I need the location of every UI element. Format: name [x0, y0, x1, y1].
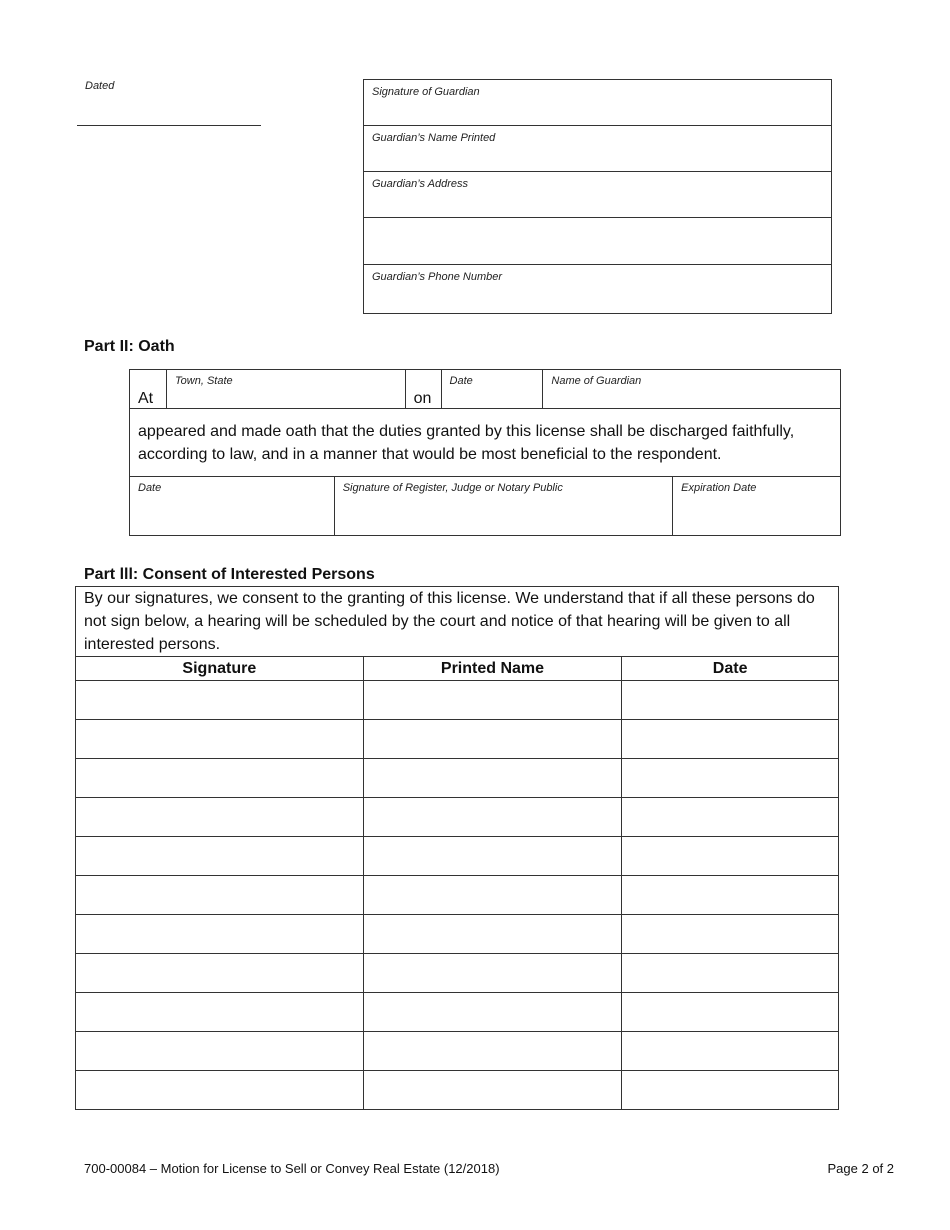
consent-input-printed-name[interactable] — [364, 721, 622, 758]
footer-page-number: Page 2 of 2 — [827, 1161, 894, 1176]
consent-cell-signature[interactable] — [76, 1032, 364, 1071]
consent-header-row — [76, 657, 839, 681]
consent-input-date[interactable] — [622, 994, 838, 1031]
consent-cell-printed-name[interactable] — [363, 954, 622, 993]
consent-cell-printed-name[interactable] — [363, 915, 622, 954]
consent-input-signature[interactable] — [76, 877, 363, 914]
consent-input-date[interactable] — [622, 1033, 838, 1070]
consent-cell-printed-name[interactable] — [363, 1071, 622, 1110]
consent-input-printed-name[interactable] — [364, 916, 622, 953]
consent-cell-signature[interactable] — [76, 798, 364, 837]
consent-input-printed-name[interactable] — [364, 955, 622, 992]
consent-cell-printed-name[interactable] — [363, 798, 622, 837]
consent-cell-date[interactable] — [622, 993, 839, 1032]
table-row — [76, 681, 839, 720]
dated-input[interactable] — [77, 100, 261, 124]
consent-cell-date[interactable] — [622, 954, 839, 993]
consent-input-printed-name[interactable] — [364, 1072, 622, 1109]
consent-rows — [76, 681, 839, 1110]
consent-input-printed-name[interactable] — [364, 838, 622, 875]
table-row — [76, 759, 839, 798]
consent-input-date[interactable] — [622, 916, 838, 953]
guardian-name-oath-label: Name of Guardian — [551, 375, 642, 387]
guardian-signature-input[interactable] — [364, 103, 831, 125]
expiration-date-label: Expiration Date — [681, 482, 757, 494]
at-cell — [130, 370, 167, 409]
consent-input-printed-name[interactable] — [364, 799, 622, 836]
consent-input-signature[interactable] — [76, 955, 363, 992]
guardian-name-oath-field[interactable] — [543, 370, 841, 409]
consent-cell-printed-name[interactable] — [363, 720, 622, 759]
consent-cell-date[interactable] — [622, 837, 839, 876]
oath-date-field[interactable] — [441, 370, 543, 409]
consent-cell-date[interactable] — [622, 681, 839, 720]
table-row — [76, 993, 839, 1032]
consent-cell-date[interactable] — [622, 798, 839, 837]
consent-input-signature[interactable] — [76, 916, 363, 953]
consent-input-date[interactable] — [622, 955, 838, 992]
table-row — [76, 954, 839, 993]
guardian-address-line2-field[interactable] — [364, 218, 831, 265]
guardian-address-input[interactable] — [364, 195, 831, 217]
oath-text: appeared and made oath that the duties granted by this license shall be discharged faithfully, according to law, and in a manner that would be most beneficial to the respondent. — [130, 409, 841, 477]
oath-date-input[interactable] — [442, 387, 543, 405]
consent-input-signature[interactable] — [76, 1072, 363, 1109]
part2-heading: Part II: Oath — [84, 338, 175, 355]
consent-input-signature[interactable] — [76, 799, 363, 836]
register-signature-input[interactable] — [335, 494, 672, 524]
sig-date-label: Date — [138, 482, 162, 494]
consent-cell-signature[interactable] — [76, 876, 364, 915]
consent-input-printed-name[interactable] — [364, 760, 622, 797]
guardian-signature-field[interactable] — [364, 80, 831, 126]
guardian-name-input[interactable] — [364, 149, 831, 171]
on-word: on — [413, 390, 432, 407]
table-row — [76, 1032, 839, 1071]
consent-input-signature[interactable] — [76, 1033, 363, 1070]
consent-cell-printed-name[interactable] — [363, 681, 622, 720]
consent-cell-date[interactable] — [622, 1032, 839, 1071]
sig-date-field[interactable] — [130, 477, 335, 536]
guardian-address-field[interactable] — [364, 172, 831, 218]
consent-input-signature[interactable] — [76, 994, 363, 1031]
town-state-field[interactable] — [166, 370, 405, 409]
town-state-label: Town, State — [174, 375, 233, 387]
column-header-signature: Signature — [76, 657, 364, 681]
consent-input-signature[interactable] — [76, 760, 363, 797]
consent-cell-signature[interactable] — [76, 1071, 364, 1110]
consent-cell-printed-name[interactable] — [363, 876, 622, 915]
consent-input-date[interactable] — [622, 1072, 838, 1109]
consent-input-date[interactable] — [622, 799, 838, 836]
column-header-printed-name: Printed Name — [363, 657, 622, 681]
guardian-phone-field[interactable] — [364, 265, 831, 313]
table-row — [76, 720, 839, 759]
town-state-input[interactable] — [167, 387, 405, 405]
consent-cell-date[interactable] — [622, 915, 839, 954]
guardian-address-line2-input[interactable] — [364, 242, 831, 264]
table-row — [76, 915, 839, 954]
table-row — [76, 1071, 839, 1110]
table-row — [76, 876, 839, 915]
register-signature-label: Signature of Register, Judge or Notary Public — [342, 482, 563, 494]
table-row — [76, 837, 839, 876]
footer-form-id: 700-00084 – Motion for License to Sell or Convey Real Estate (12/2018) — [84, 1161, 500, 1176]
consent-input-date[interactable] — [622, 682, 838, 719]
guardian-signature-label: Signature of Guardian — [372, 86, 480, 98]
dated-label: Dated — [85, 80, 115, 92]
consent-cell-signature[interactable] — [76, 759, 364, 798]
consent-input-date[interactable] — [622, 838, 838, 875]
consent-input-signature[interactable] — [76, 838, 363, 875]
oath-table — [129, 369, 841, 536]
consent-cell-signature[interactable] — [76, 837, 364, 876]
consent-cell-date[interactable] — [622, 720, 839, 759]
guardian-name-oath-input[interactable] — [543, 387, 840, 405]
consent-cell-signature[interactable] — [76, 993, 364, 1032]
dated-line — [77, 125, 261, 126]
consent-input-signature[interactable] — [76, 682, 363, 719]
consent-input-date[interactable] — [622, 760, 838, 797]
consent-input-printed-name[interactable] — [364, 1033, 622, 1070]
consent-input-printed-name[interactable] — [364, 877, 622, 914]
sig-date-input[interactable] — [130, 494, 334, 524]
guardian-phone-label: Guardian’s Phone Number — [372, 271, 503, 283]
guardian-address-label: Guardian’s Address — [372, 178, 468, 190]
consent-cell-date[interactable] — [622, 1071, 839, 1110]
consent-cell-signature[interactable] — [76, 681, 364, 720]
at-word: At — [138, 390, 154, 407]
on-cell — [405, 370, 441, 409]
expiration-date-input[interactable] — [673, 494, 840, 524]
consent-input-date[interactable] — [622, 877, 838, 914]
consent-cell-signature[interactable] — [76, 915, 364, 954]
consent-cell-printed-name[interactable] — [363, 1032, 622, 1071]
guardian-phone-input[interactable] — [364, 291, 831, 313]
consent-cell-signature[interactable] — [76, 720, 364, 759]
consent-cell-date[interactable] — [622, 759, 839, 798]
consent-input-signature[interactable] — [76, 721, 363, 758]
oath-date-label: Date — [449, 375, 473, 387]
table-row — [76, 798, 839, 837]
guardian-name-label: Guardian’s Name Printed — [372, 132, 496, 144]
consent-cell-signature[interactable] — [76, 954, 364, 993]
guardian-name-field[interactable] — [364, 126, 831, 172]
consent-input-printed-name[interactable] — [364, 682, 622, 719]
consent-input-date[interactable] — [622, 721, 838, 758]
consent-cell-printed-name[interactable] — [363, 759, 622, 798]
part3-heading: Part lll: Consent of Interested Persons — [84, 566, 375, 583]
consent-table — [75, 586, 839, 1110]
consent-cell-date[interactable] — [622, 876, 839, 915]
register-signature-field[interactable] — [334, 477, 672, 536]
column-header-date: Date — [622, 657, 839, 681]
guardian-box — [363, 79, 832, 314]
consent-input-printed-name[interactable] — [364, 994, 622, 1031]
consent-cell-printed-name[interactable] — [363, 837, 622, 876]
consent-cell-printed-name[interactable] — [363, 993, 622, 1032]
expiration-date-field[interactable] — [673, 477, 841, 536]
consent-text: By our signatures, we consent to the granting of this license. We understand that if all these persons do not sign below, a hearing will be scheduled by the court and notice of that hearing will be given to all interested persons. — [76, 587, 839, 657]
